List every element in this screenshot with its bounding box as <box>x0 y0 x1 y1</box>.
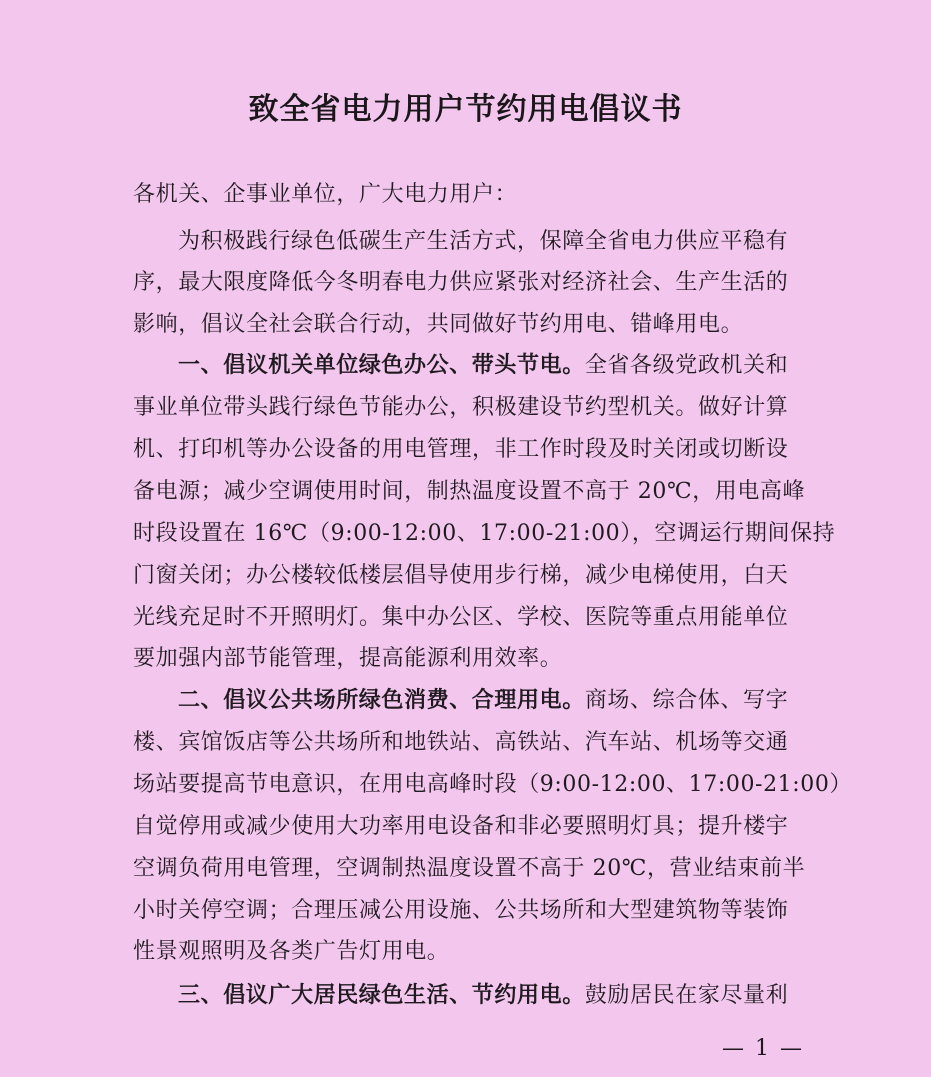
section2-first-line-rest: 商场、综合体、写字 <box>584 688 789 713</box>
intro-line: 序，最大限度降低今冬明春电力供应紧张对经济社会、生产生活的 <box>133 270 789 295</box>
intro-line: 影响，倡议全社会联合行动，共同做好节约用电、错峰用电。 <box>133 312 744 337</box>
section3-first-line-rest: 鼓励居民在家尽量利 <box>584 983 789 1008</box>
document-title: 致全省电力用户节约用电倡议书 <box>248 92 683 127</box>
section1-line: 光线充足时不开照明灯。集中办公区、学校、医院等重点用能单位 <box>133 605 789 630</box>
section1-heading: 一、倡议机关单位绿色办公、带头节电。 <box>178 353 585 378</box>
section1-line: 要加强内部节能管理，提高能源利用效率。 <box>133 646 563 671</box>
section1-line: 备电源；减少空调使用时间，制热温度设置不高于 20℃，用电高峰 <box>133 479 806 504</box>
section1-first-line <box>178 351 788 381</box>
page-number: — 1 — <box>722 1036 804 1061</box>
salutation: 各机关、企事业单位，广大电力用户： <box>133 182 518 207</box>
section2-line: 空调负荷用电管理，空调制热温度设置不高于 20℃，营业结束前半 <box>133 856 806 881</box>
section1-line: 时段设置在 16℃（9:00-12:00、17:00-21:00），空调运行期间保持 <box>133 521 836 546</box>
section1-line: 门窗关闭；办公楼较低楼层倡导使用步行梯，减少电梯使用，白天 <box>133 563 789 588</box>
section3-heading: 三、倡议广大居民绿色生活、节约用电。 <box>178 983 585 1008</box>
section1-line: 事业单位带头践行绿色节能办公，积极建设节约型机关。做好计算 <box>133 395 789 420</box>
section2-first-line <box>178 686 788 716</box>
section2-line: 场站要提高节电意识，在用电高峰时段（9:00-12:00、17:00-21:00） <box>133 772 853 797</box>
section1-line: 机、打印机等办公设备的用电管理，非工作时段及时关闭或切断设 <box>133 437 789 462</box>
section2-line: 性景观照明及各类广告灯用电。 <box>133 939 450 964</box>
section3-first-line <box>178 981 788 1011</box>
section2-heading: 二、倡议公共场所绿色消费、合理用电。 <box>178 688 585 713</box>
section1-first-line-rest: 全省各级党政机关和 <box>584 353 789 378</box>
section2-line: 楼、宾馆饭店等公共场所和地铁站、高铁站、汽车站、机场等交通 <box>133 730 789 755</box>
intro-line: 为积极践行绿色低碳生产生活方式，保障全省电力供应平稳有 <box>178 229 789 254</box>
section2-line: 小时关停空调；合理压减公用设施、公共场所和大型建筑物等装饰 <box>133 898 789 923</box>
section2-line: 自觉停用或减少使用大功率用电设备和非必要照明灯具；提升楼宇 <box>133 814 789 839</box>
